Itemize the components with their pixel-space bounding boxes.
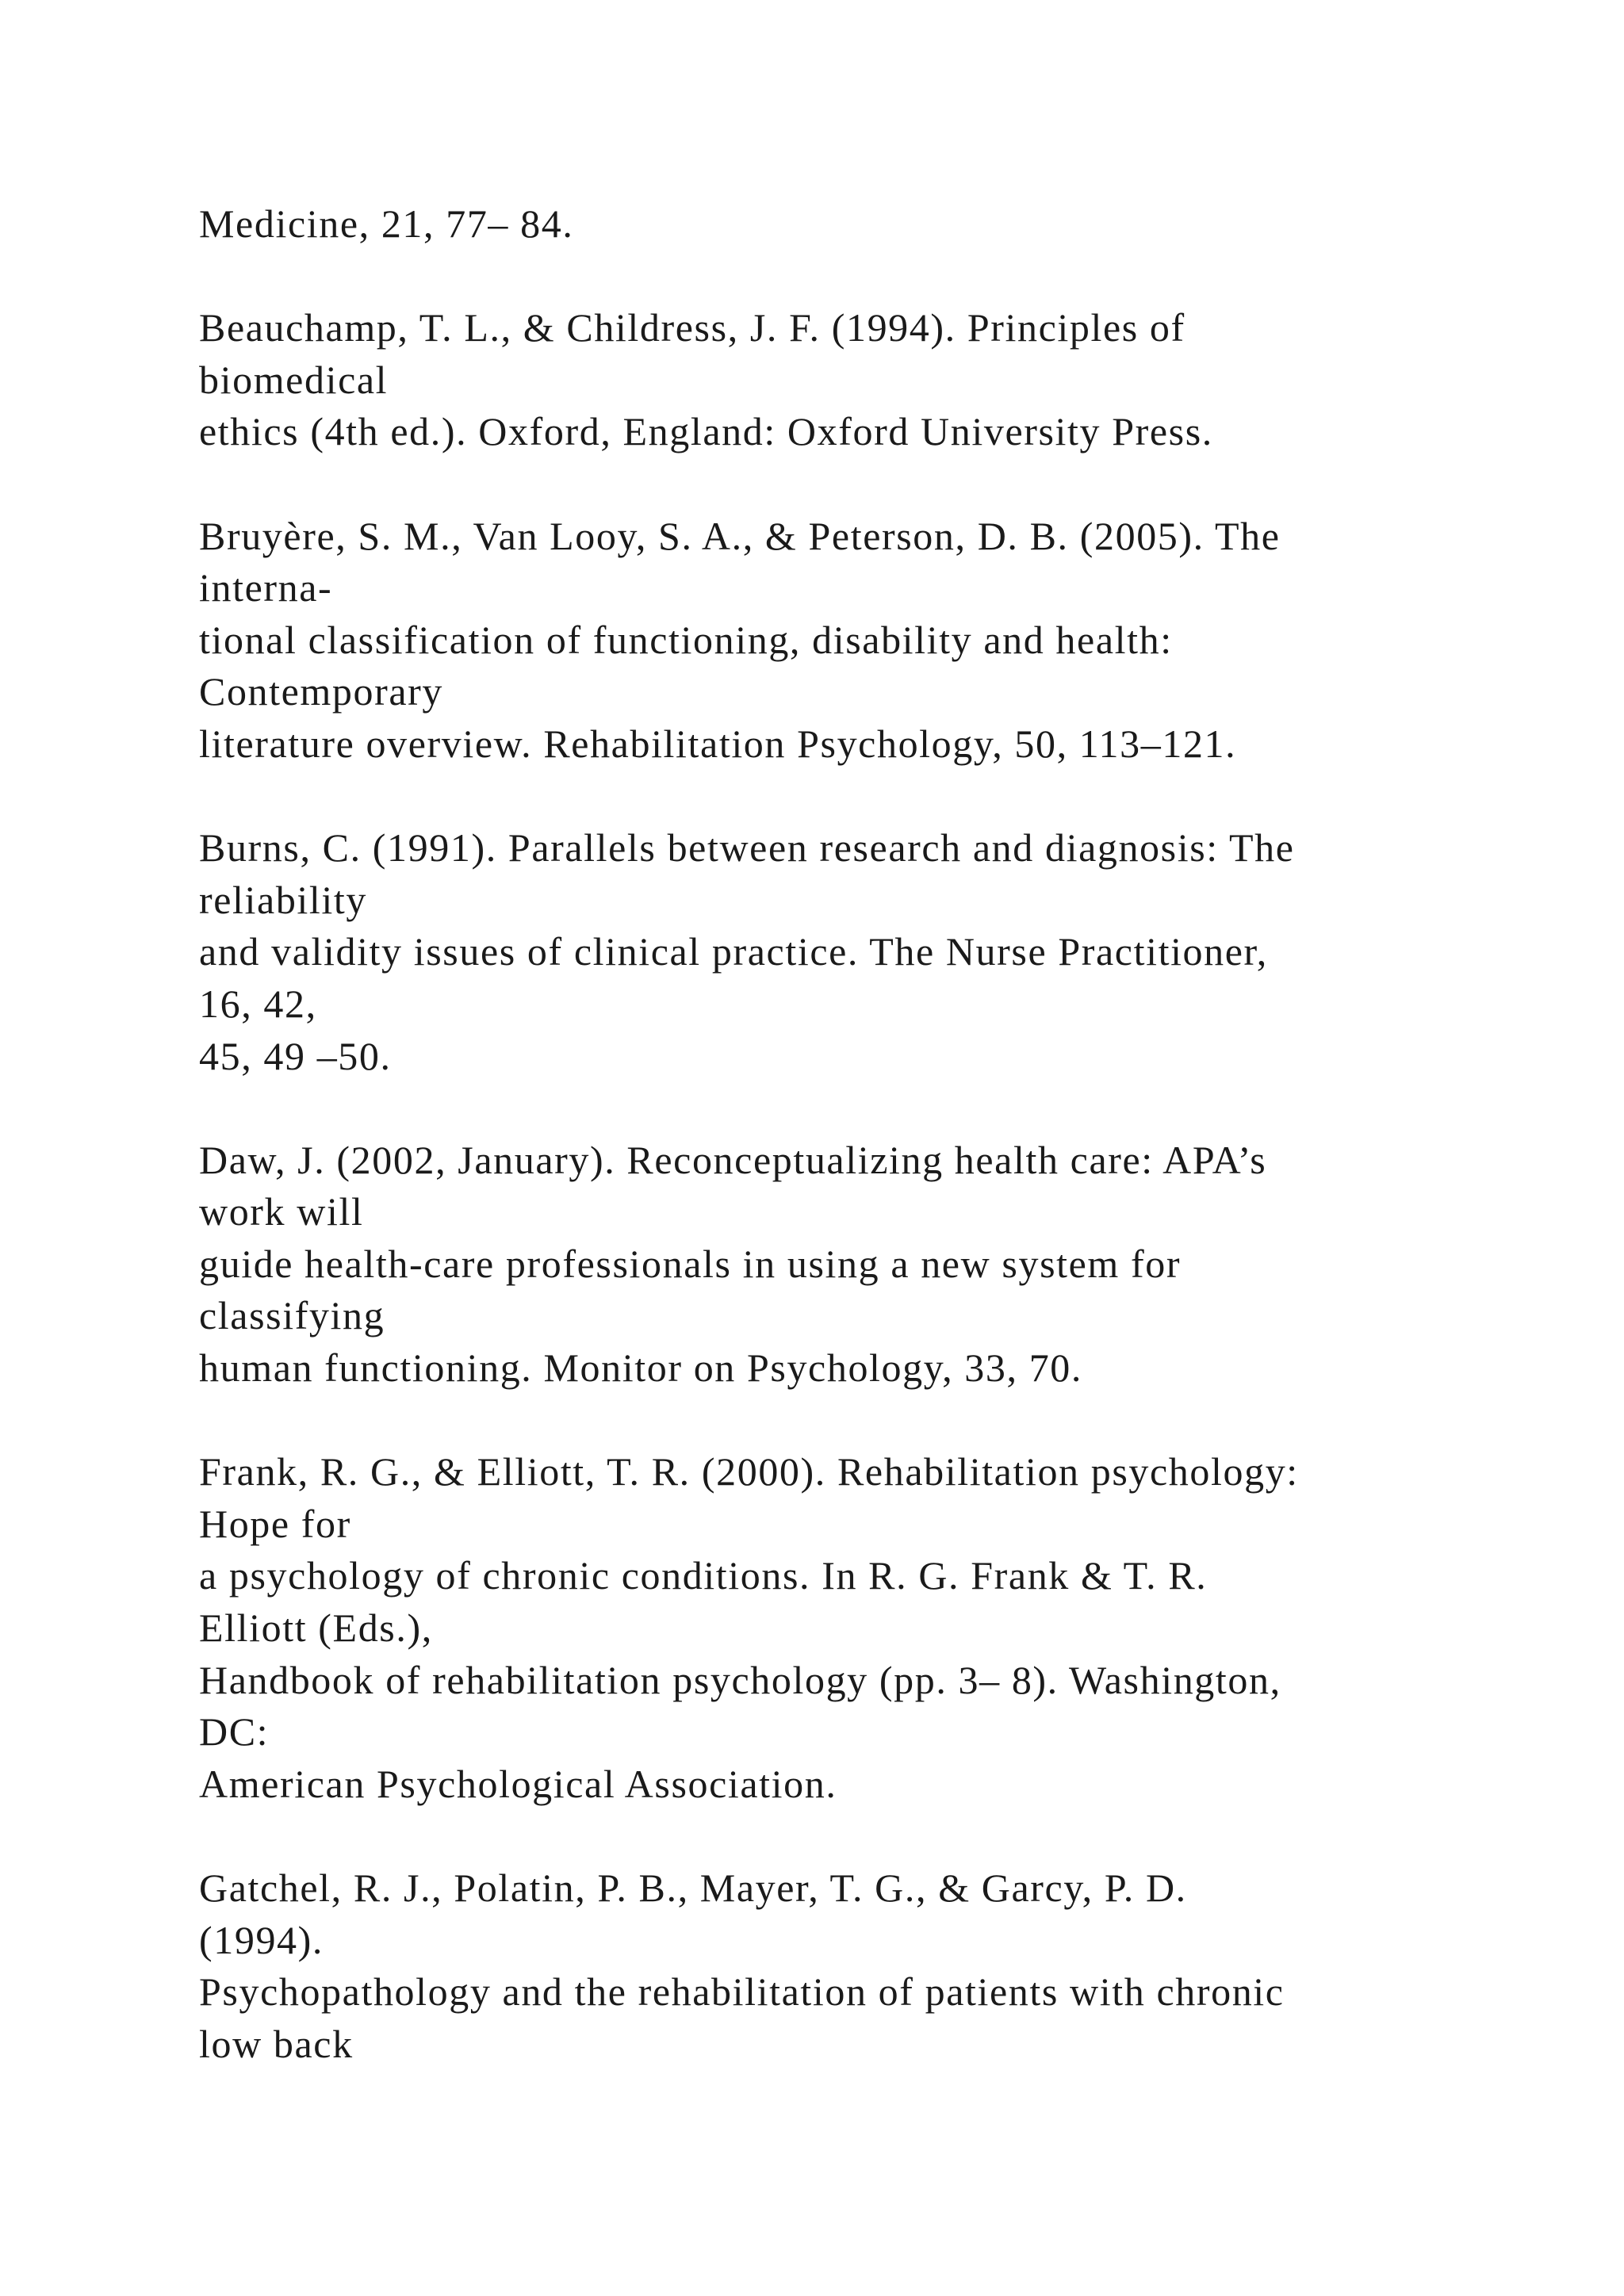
reference-line: Burns, C. (1991). Parallels between research and diagnosis: The — [199, 825, 1295, 871]
reference-line: (1994). — [199, 1917, 324, 1962]
reference-line: Psychopathology and the rehabilitation of patients with chronic — [199, 1969, 1285, 2015]
reference-line: Frank, R. G., & Elliott, T. R. (2000). Rehabilitation psychology: — [199, 1449, 1299, 1494]
reference-entry — [199, 1862, 1547, 2070]
reference-entry — [199, 1446, 1547, 1810]
reference-entry — [199, 822, 1547, 1082]
reference-line: biomedical — [199, 357, 389, 402]
reference-entry — [199, 511, 1547, 771]
reference-line: Daw, J. (2002, January). Reconceptualizing health care: APA’s — [199, 1137, 1267, 1182]
reference-line: tional classification of functioning, disability and health: — [199, 617, 1173, 662]
reference-line: a psychology of chronic conditions. In R. G. Frank & T. R. — [199, 1553, 1208, 1598]
reference-line: human functioning. Monitor on Psychology, 33, 70. — [199, 1345, 1082, 1391]
reference-line: literature overview. Rehabilitation Psychology, 50, 113–121. — [199, 721, 1237, 766]
reference-entry — [199, 198, 1547, 251]
reference-line: guide health-care professionals in using a new system for — [199, 1241, 1182, 1286]
reference-line: reliability — [199, 877, 367, 922]
reference-line: low back — [199, 2021, 354, 2066]
reference-line: Bruyère, S. M., Van Looy, S. A., & Peterson, D. B. (2005). The — [199, 513, 1281, 558]
reference-line: ethics (4th ed.). Oxford, England: Oxford University Press. — [199, 409, 1213, 454]
reference-entry — [199, 302, 1547, 458]
reference-line: classifying — [199, 1293, 385, 1338]
reference-line: Hope for — [199, 1501, 351, 1546]
reference-line: Medicine, 21, 77– 84. — [199, 201, 574, 246]
reference-list — [199, 198, 1547, 2070]
reference-line: Gatchel, R. J., Polatin, P. B., Mayer, T. G., & Garcy, P. D. — [199, 1866, 1187, 1910]
reference-line: interna- — [199, 565, 333, 610]
reference-line: Handbook of rehabilitation psychology (pp. 3– 8). Washington, — [199, 1657, 1281, 1702]
reference-line: Contemporary — [199, 669, 444, 714]
reference-line: DC: — [199, 1709, 270, 1755]
reference-line: 45, 49 –50. — [199, 1033, 392, 1078]
reference-line: Elliott (Eds.), — [199, 1605, 433, 1651]
reference-line: 16, 42, — [199, 981, 317, 1026]
reference-line: American Psychological Association. — [199, 1761, 837, 1806]
reference-line: and validity issues of clinical practice. The Nurse Practitioner, — [199, 929, 1268, 974]
reference-line: Beauchamp, T. L., & Childress, J. F. (1994). Principles of — [199, 305, 1185, 350]
reference-line: work will — [199, 1189, 364, 1234]
reference-entry — [199, 1135, 1547, 1395]
